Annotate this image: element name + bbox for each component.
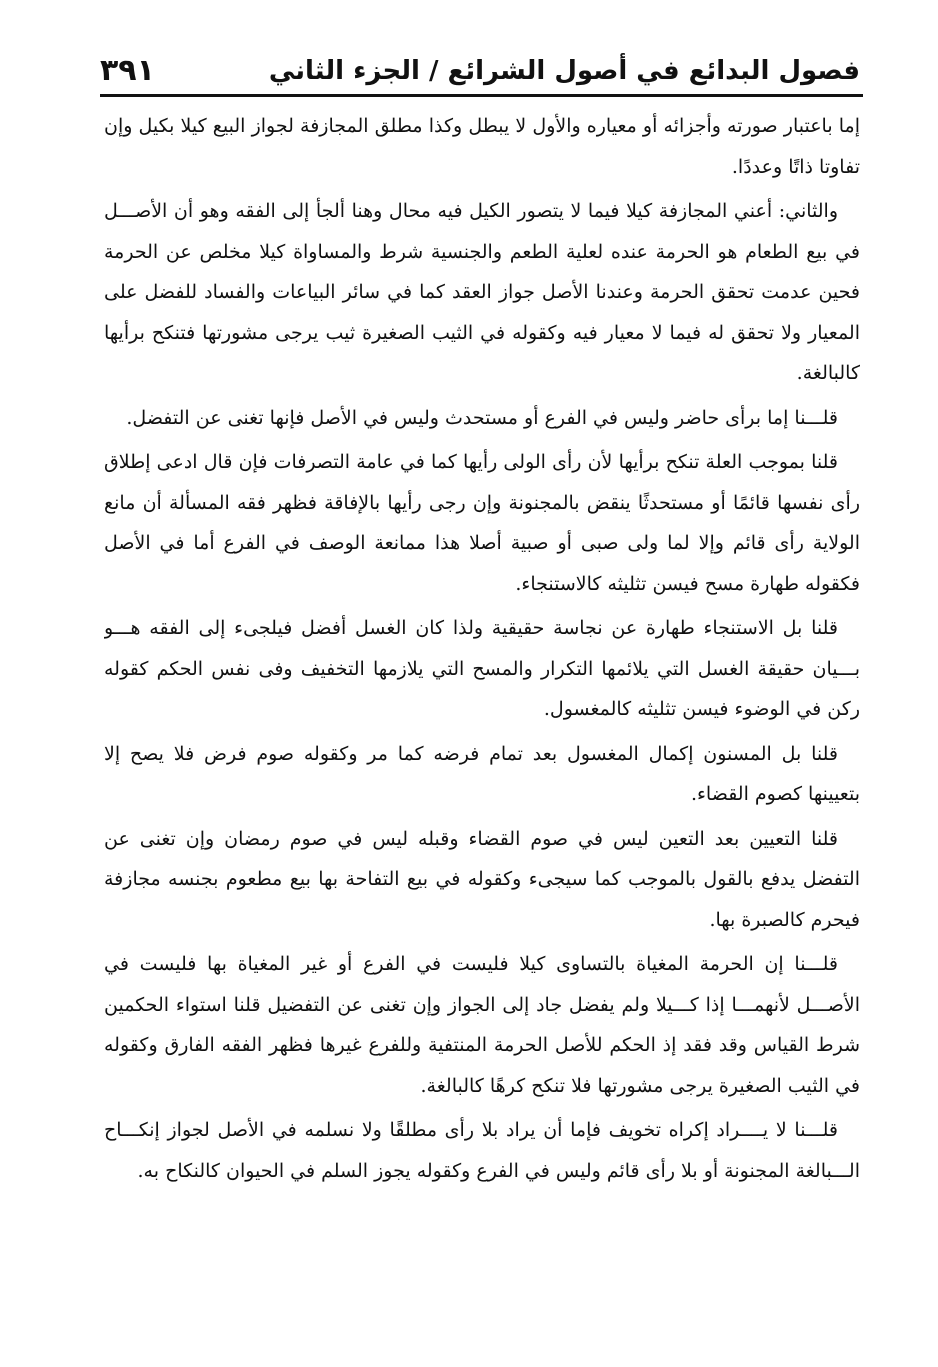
paragraph: قلـــنا لا يــــراد إكراه تخويف فإما أن يراد بلا رأى مطلقًا ولا نسلمه في الأصل لجواز إنكـــاح الـــبالغة المجنونة أو بلا رأى قائم وليس في الفرع وكقوله يجوز السلم في الحيوان كالنكاح به. [104, 1119, 860, 1182]
page-number: ٣٩١ [100, 53, 155, 88]
paragraph: قلـــنا إما برأى حاضر وليس في الفرع أو مستحدث وليس في الأصل فإنها تغنى عن التفضل. [126, 406, 838, 429]
running-header [100, 40, 860, 90]
paragraph: قلنا بموجب العلة تنكح برأيها لأن رأى الولى رأيها كما في عامة التصرفات فإن قال ادعى إطلاق رأى نفسها قائمًا أو مستحدثًا ينقض بالمجنونة وإن رجى رأيها بالإفاقة فظهر فقه المسألة أن مانع الولاية رأى قائم وإلا لما ولى صبى أو صبية أصلا هذا ممانعة الوصف في الفرع أما في الأصل فكقوله طهارة مسح فيسن تثليثه كالاستنجاء. [104, 451, 860, 595]
paragraph: قلنا التعيين بعد التعين ليس في صوم القضاء وقبله ليس في صوم رمضان وإن تغنى عن التفضل يدفع بالقول بالموجب كما سيجىء وكقوله في بيع التفاحة بها بيع مطعوم بجنسه مجازفة فيحرم كالصبرة بها. [104, 827, 860, 931]
body-text [104, 106, 860, 1276]
paragraph: قلنا بل الاستنجاء طهارة عن نجاسة حقيقية ولذا كان الغسل أفضل فيلجىء إلى الفقه هـــو بـــيان حقيقة الغسل التي يلائمها التكرار والمسح التي يلازمها التخفيف وفى نفس الحكم كقوله ركن في الوضوء فيسن تثليثه كالمغسول. [104, 617, 860, 720]
paragraph: قلـــنا إن الحرمة المغياة بالتساوى كيلا فليست في الفرع أو غير المغياة بها فليست في الأصـــل لأنهمـــا إذا كـــيلا ولم يفضل جاد إلى الجواز وإن تغنى عن التفضيل قلنا استواء الحكمين شرط القياس وقد فقد إذ الحكم للأصل الحرمة المنتفية وللفرع غيرها فظهر الفقه الفارق وكقوله في الثيب الصغيرة يرجى مشورتها فلا تنكح كرهًا كالبالغة. [104, 953, 860, 1097]
paragraph: والثاني: أعني المجازفة كيلا فيما لا يتصور الكيل فيه محال وهنا ألجأ إلى الفقه وهو أن الأصـــل في بيع الطعام هو الحرمة عنده لعلية الطعم والجنسية شرط والمساواة كيلا مخلص عن الحرمة فحين عدمت تحقق الحرمة وعندنا الأصل جواز العقد كما في سائر البياعات والفساد للفضل على المعيار ولا تحقق له فيما لا معيار فيه وكقوله في الثيب الصغيرة ثيب يرجى مشورتها فتنكح برأيها كالبالغة. [104, 200, 860, 384]
paragraph: إما باعتبار صورته وأجزائه أو معياره والأول لا يبطل وكذا مطلق المجازفة لجواز البيع كيلا بكيل وإن تفاوتا ذاتًا وعددًا. [104, 115, 860, 178]
running-title: فصول البدائع في أصول الشرائع / الجزء الثاني [268, 56, 860, 86]
header-rule [100, 94, 863, 97]
paragraph: قلنا بل المسنون إكمال المغسول بعد تمام فرضه كما مر وكقوله صوم فرض فلا يصح إلا بتعيينها كصوم القضاء. [104, 742, 860, 805]
